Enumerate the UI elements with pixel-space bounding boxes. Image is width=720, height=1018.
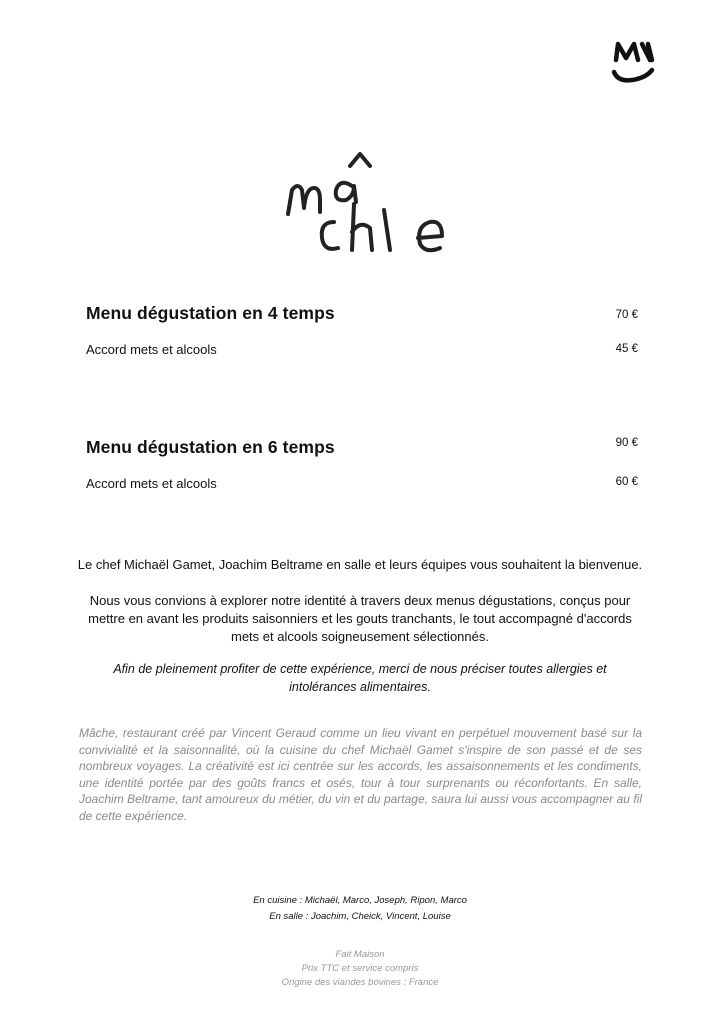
welcome-text: Le chef Michaël Gamet, Joachim Beltrame en salle et leurs équipes vous souhaitent la bienvenue. [77, 557, 643, 572]
menu-6-price: 90 € [615, 437, 638, 449]
about-paragraph: Mâche, restaurant créé par Vincent Geraud comme un lieu vivant en perpétuel mouvement basé sur la convivialité et la saisonnalité, où la cuisine du chef Michaël Gamet s'inspire de son passé et de ses nombreux voyages. La créativité est ici centrée sur les accords, les assaisonnements et les condiments, une identité portée par des goûts francs et osés, tour à tour surprenants ou réconfortants. En salle, Joachim Beltrame, tant amoureux du métier, du vin et du partage, saura lui aussi vous accompagner au fil de cette expérience. [79, 726, 642, 823]
menu-4-title: Menu dégustation en 4 temps [86, 303, 335, 323]
allergy-note: Afin de pleinement profiter de cette expérience, merci de nous préciser toutes allergies et intolérances alimentaires. [113, 662, 607, 694]
menu-6-title: Menu dégustation en 6 temps [86, 437, 335, 457]
invitation-text: Nous vous convions à explorer notre identité à travers deux menus dégustations, conçus pour mettre en avant les produits saisonniers et les gouts tranchants, le tout accompagné d'accords mets et alcools soigneusement sélectionnés. [88, 593, 632, 644]
menu-4-pairing-label: Accord mets et alcools [86, 342, 217, 357]
footer-beef-origin: Origine des viandes bovines : France [281, 977, 439, 988]
kitchen-team: En cuisine : Michaël, Marco, Joseph, Ripon, Marco [253, 895, 467, 906]
menu-4-pairing-price: 45 € [615, 343, 638, 355]
floor-team: En salle : Joachim, Cheick, Vincent, Louise [269, 911, 451, 922]
footer-prices-note: Prix TTC et service compris [301, 963, 419, 974]
brand-logo [280, 148, 450, 260]
menu-6-pairing-price: 60 € [615, 476, 638, 488]
menu-6-pairing-label: Accord mets et alcools [86, 476, 217, 491]
corner-monogram-logo-icon [608, 38, 660, 86]
footer-homemade: Fait Maison [335, 949, 385, 960]
menu-4-price: 70 € [615, 309, 638, 321]
